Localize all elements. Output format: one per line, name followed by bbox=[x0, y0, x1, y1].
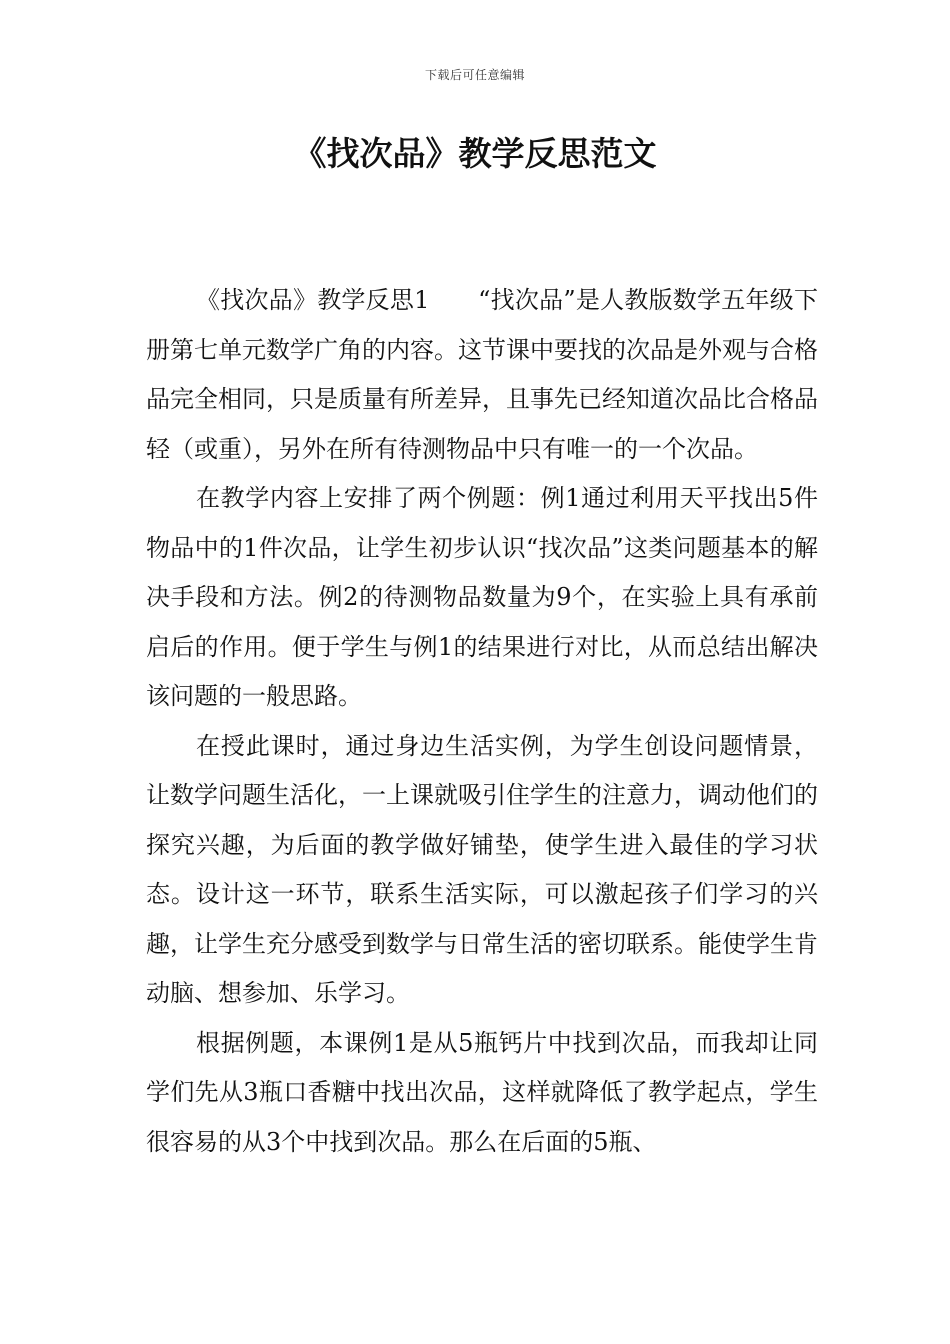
paragraph-4: 根据例题，本课例1是从5瓶钙片中找到次品，而我却让同学们先从3瓶口香糖中找出次品，这样就降低了教学起点，学生很容易的从3个中找到次品。那么在后面的5瓶、 bbox=[146, 1028, 818, 1156]
header-note: 下载后可任意编辑 bbox=[424, 68, 525, 82]
paragraph-3: 在授此课时，通过身边生活实例，为学生创设问题情景，让数学问题生活化，一上课就吸引住学生的注意力，调动他们的探究兴趣，为后面的教学做好铺垫，使学生进入最佳的学习状态。设计这一环节，联系生活实际，可以激起孩子们学习的兴趣，让学生充分感受到数学与日常生活的密切联系。能使学生肯动脑、想参加、乐学习。 bbox=[146, 731, 818, 1007]
paragraph-1: 《找次品》教学反思1 “找次品”是人教版数学五年级下册第七单元数学广角的内容。这节课中要找的次品是外观与合格品完全相同，只是质量有所差异，且事先已经知道次品比合格品轻（或重），另外在所有待测物品中只有唯一的一个次品。 bbox=[146, 286, 818, 463]
document-body bbox=[146, 276, 818, 1167]
paragraph-2: 在教学内容上安排了两个例题：例1通过利用天平找出5件物品中的1件次品，让学生初步认识“找次品”这类问题基本的解决手段和方法。例2的待测物品数量为9个，在实验上具有承前启后的作用。便于学生与例1的结果进行对比，从而总结出解决该问题的一般思路。 bbox=[146, 484, 818, 710]
document-title: 《找次品》教学反思范文 bbox=[293, 134, 657, 173]
